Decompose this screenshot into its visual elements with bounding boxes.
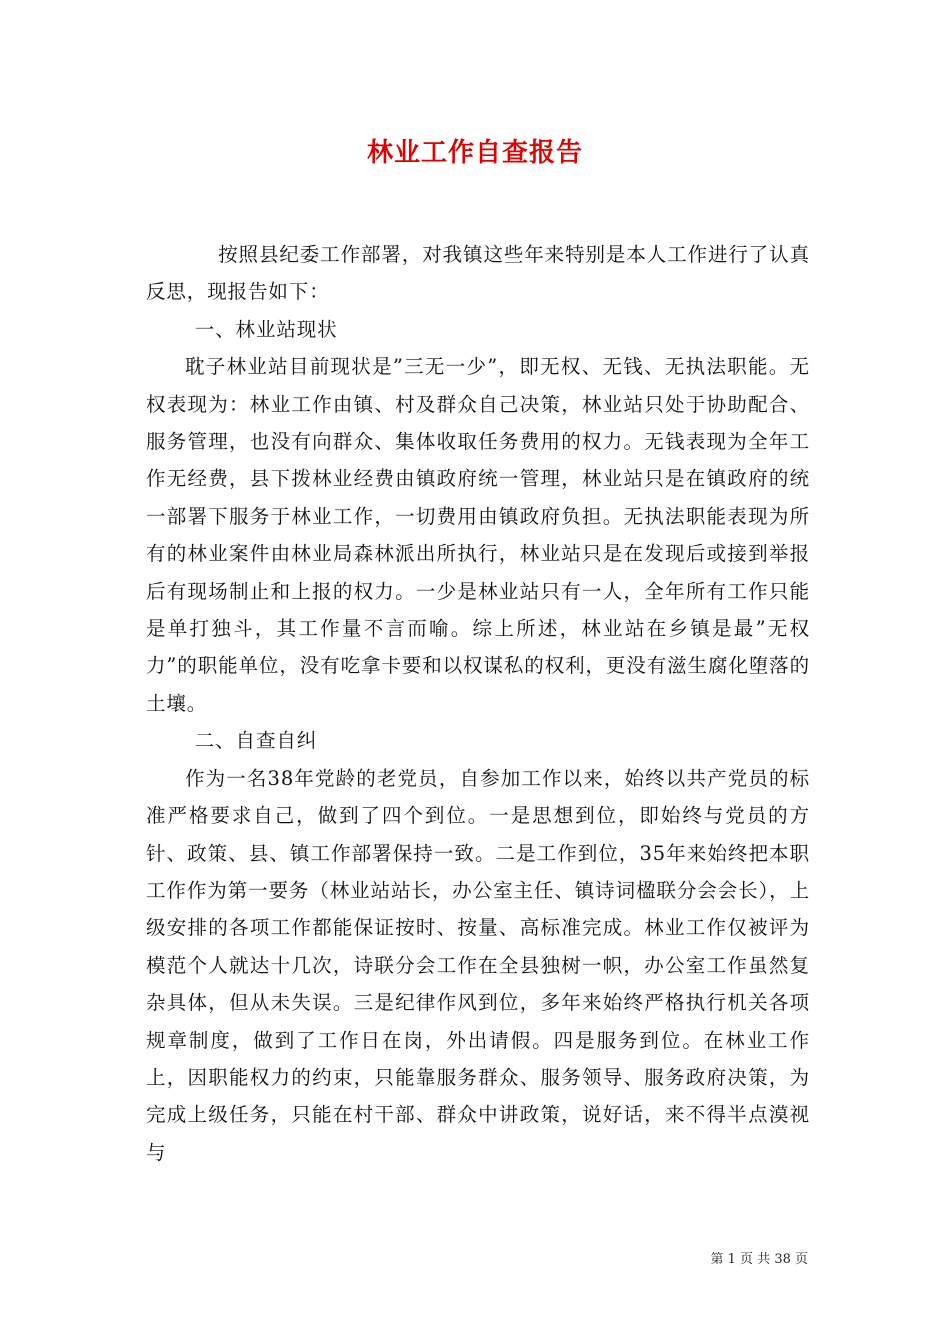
section-heading-2: 二、自查自纠 <box>194 729 318 753</box>
intro-paragraph: 按照县纪委工作部署，对我镇这些年来特别是本人工作进行了认真反思，现报告如下： <box>146 243 810 304</box>
document-body <box>146 236 810 1171</box>
page-indicator: 第 1 页 共 38 页 <box>710 1252 808 1267</box>
document-title: 林业工作自查报告 <box>366 138 583 168</box>
body-paragraph-2: 作为一名38年党龄的老党员，自参加工作以来，始终以共产党员的标准严格要求自己，做到了四个到位。一是思想到位，即始终与党员的方针、政策、县、镇工作部署保持一致。二是工作到位，35年来始终把本职工作作为第一要务（林业站站长，办公室主任、镇诗词楹联分会会长），上级安排的各项工作都能保证按时、按量、高标准完成。林业工作仅被评为模范个人就达十几次，诗联分会工作在全县独树一帜，办公室工作虽然复杂具体，但从未失误。三是纪律作风到位，多年来始终严格执行机关各项规章制度，做到了工作日在岗，外出请假。四是服务到位。在林业工作上，因职能权力的约束，只能靠服务群众、服务领导、服务政府决策，为完成上级任务，只能在村干部、群众中讲政策，说好话，来不得半点漠视与 <box>146 766 810 1164</box>
body-paragraph-1: 耽子林业站目前现状是”三无一少”，即无权、无钱、无执法职能。无权表现为：林业工作由镇、村及群众自己决策，林业站只处于协助配合、服务管理，也没有向群众、集体收取任务费用的权力。无钱表现为全年工作无经费，县下拨林业经费由镇政府统一管理，林业站只是在镇政府的统一部署下服务于林业工作，一切费用由镇政府负担。无执法职能表现为所有的林业案件由林业局森林派出所执行，林业站只是在发现后或接到举报后有现场制止和上报的权力。一少是林业站只有一人，全年所有工作只能是单打独斗，其工作量不言而喻。综上所述，林业站在乡镇是最”无权力”的职能单位，没有吃拿卡要和以权谋私的权利，更没有滋生腐化堕落的土壤。 <box>146 355 810 715</box>
section-heading-1: 一、林业站现状 <box>194 317 338 341</box>
